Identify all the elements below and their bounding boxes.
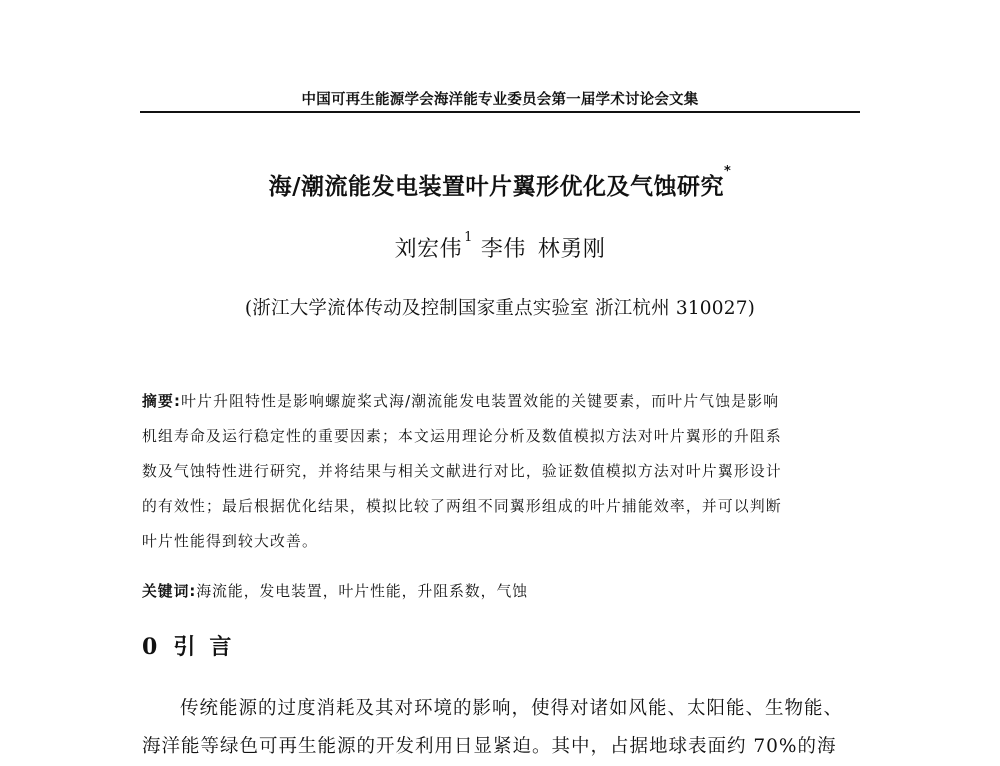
abstract — [142, 384, 860, 559]
author-list — [140, 232, 860, 263]
header-rule — [140, 111, 860, 113]
abstract-label: 摘要: — [142, 393, 182, 410]
body-line: 传统能源的过度消耗及其对环境的影响，使得对诸如风能、太阳能、生物能、 — [180, 698, 844, 719]
keywords — [142, 580, 860, 601]
author-affiliation-mark: 1 — [464, 230, 473, 245]
abstract-text: 叶片升阻特性是影响螺旋桨式海/潮流能发电装置效能的关键要素，而叶片气蚀是影响 — [181, 393, 780, 410]
section-title: 引言 — [173, 634, 246, 660]
section-heading — [142, 630, 245, 661]
abstract-line: 叶片性能得到较大改善。 — [142, 533, 318, 550]
abstract-line: 的有效性；最后根据优化结果，模拟比较了两组不同翼形组成的叶片捕能效率，并可以判断 — [142, 498, 782, 515]
body-line: 海洋能等绿色可再生能源的开发利用日显紧迫。其中，占据地球表面约 70%的海 — [142, 736, 837, 757]
section-number: 0 — [142, 634, 160, 660]
paper-title-text: 海/潮流能发电装置叶片翼形优化及气蚀研究 — [268, 174, 725, 200]
abstract-line: 数及气蚀特性进行研究，并将结果与相关文献进行对比，验证数值模拟方法对叶片翼形设计 — [142, 463, 782, 480]
keywords-text: 海流能，发电装置，叶片性能，升阻系数，气蚀 — [196, 583, 529, 600]
title-footnote-mark: * — [724, 164, 732, 179]
author-name: 刘宏伟 — [394, 237, 463, 262]
abstract-line: 机组寿命及运行稳定性的重要因素；本文运用理论分析及数值模拟方法对叶片翼形的升阻系 — [142, 428, 782, 445]
author-name: 李伟 — [480, 237, 526, 262]
keywords-label: 关键词: — [142, 583, 197, 600]
body-paragraph — [142, 690, 860, 766]
running-header: 中国可再生能源学会海洋能专业委员会第一届学术讨论会文集 — [301, 92, 699, 108]
affiliation: (浙江大学流体传动及控制国家重点实验室 浙江杭州 310027) — [244, 298, 756, 319]
abstract-line — [142, 384, 860, 419]
author-name: 林勇刚 — [537, 237, 606, 262]
paper-title — [140, 164, 860, 201]
